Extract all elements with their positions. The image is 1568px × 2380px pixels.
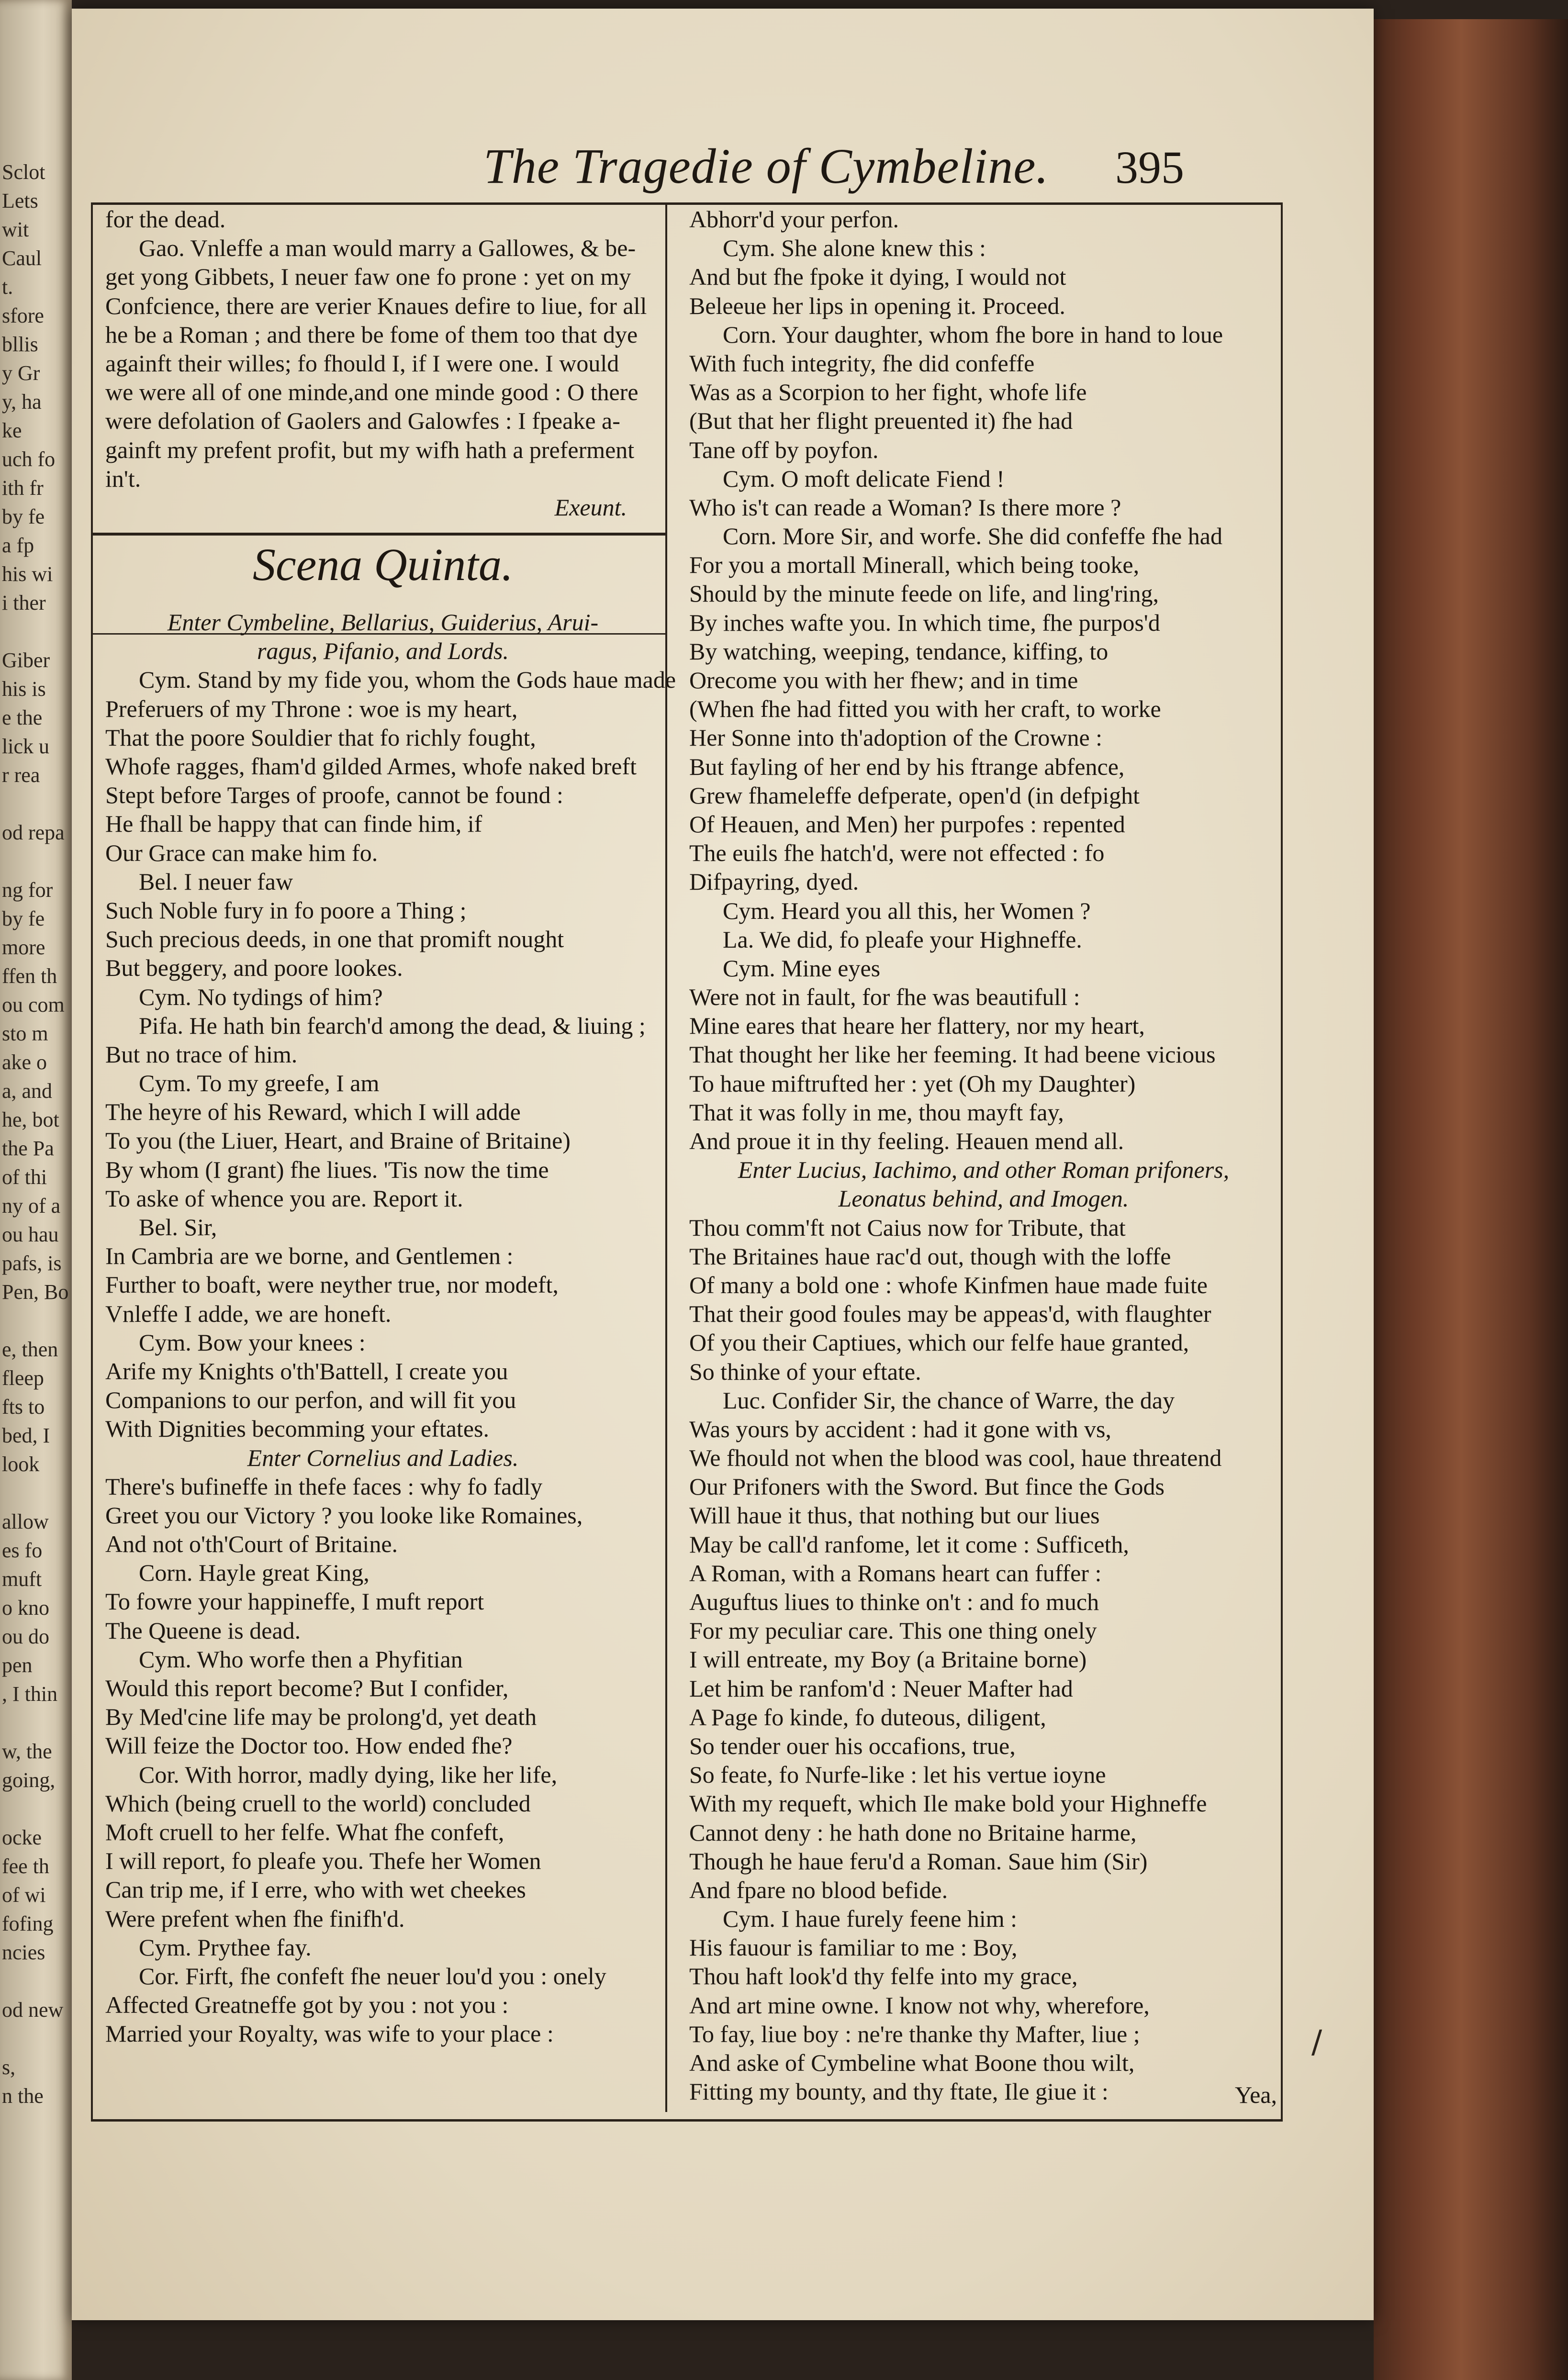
previous-page-fragment: Caul [2, 246, 42, 270]
previous-page-fragment: fee th [2, 1855, 49, 1878]
text-line: Difpayring, dyed. [689, 868, 859, 895]
text-line: Can trip me, if I erre, who with wet cheekes [105, 1876, 526, 1903]
text-line: get yong Gibbets, I neuer faw one fo prone : yet on my [105, 263, 631, 291]
text-line: So thinke of your eftate. [689, 1358, 921, 1385]
previous-page-fragment: ng for [2, 878, 53, 902]
text-line: By Med'cine life may be prolong'd, yet death [105, 1703, 537, 1731]
text-line: Though he haue feru'd a Roman. Saue him (Sir) [689, 1847, 1148, 1875]
text-line: Cor. With horror, madly dying, like her life, [139, 1761, 558, 1788]
text-line: Will haue it thus, that nothing but our liues [689, 1502, 1100, 1529]
text-line: To fay, liue boy : ne're thanke thy Mafter, liue ; [689, 2020, 1140, 2047]
text-line: Auguftus liues to thinke on't : and fo much [689, 1588, 1099, 1615]
text-line: And not o'th'Court of Britaine. [105, 1531, 398, 1558]
previous-page-fragment: wit [2, 218, 29, 241]
text-line: I will entreate, my Boy (a Britaine borne) [689, 1646, 1087, 1673]
text-line: A Page fo kinde, fo duteous, diligent, [689, 1703, 1046, 1731]
previous-page-fragment: he, bot [2, 1108, 59, 1131]
previous-page-fragment: sto m [2, 1022, 48, 1045]
text-line: But fayling of her end by his ftrange abfence, [689, 753, 1125, 780]
text-line: Companions to our perfon, and will fit you [105, 1386, 516, 1414]
previous-page-fragment: t. [2, 275, 13, 299]
text-line: Mine eares that heare her flattery, nor my heart, [689, 1012, 1145, 1039]
text-line: Who is't can reade a Woman? Is there more ? [689, 493, 1121, 521]
text-line: And fpare no blood befide. [689, 1876, 948, 1903]
text-line: The Britaines haue rac'd out, though with the loffe [689, 1242, 1171, 1270]
text-line: Corn. Hayle great King, [139, 1559, 370, 1587]
text-line: He fhall be happy that can finde him, if [105, 810, 482, 838]
text-line: he be a Roman ; and there be fome of them too that dye [105, 321, 638, 348]
previous-page-fragment: by fe [2, 505, 45, 528]
previous-page-fragment: of thi [2, 1165, 47, 1189]
previous-page-fragment: Sclot [2, 160, 45, 184]
right-frame-rule [1281, 202, 1283, 2122]
text-line: Cym. Heard you all this, her Women ? [723, 897, 1091, 924]
text-line: againft their willes; fo fhould I, if I were one. I would [105, 349, 619, 377]
text-line: Was as a Scorpion to her fight, whofe life [689, 379, 1087, 406]
previous-page-fragment: his wi [2, 562, 53, 586]
previous-page-fragment: ake o [2, 1050, 47, 1074]
text-line: Cor. Firft, fhe confeft fhe neuer lou'd you : onely [139, 1962, 606, 1989]
previous-page-fragment: Lets [2, 189, 38, 212]
text-line: Preferuers of my Throne : woe is my heart, [105, 695, 518, 722]
text-line: Confcience, there are verier Knaues defire to liue, for all [105, 292, 647, 319]
text-line: (But that her flight preuented it) fhe had [689, 407, 1073, 435]
text-line: I will report, fo pleafe you. Thefe her Women [105, 1847, 541, 1875]
previous-page-fragment: a fp [2, 534, 34, 557]
text-line: Bel. I neuer faw [139, 868, 293, 895]
text-line: By watching, weeping, tendance, kiffing, to [689, 637, 1109, 665]
previous-page-fragment: i ther [2, 591, 46, 615]
text-line: we were all of one minde,and one minde good : O there [105, 379, 638, 406]
previous-page-fragment: fleep [2, 1366, 44, 1390]
text-line: That it was folly in me, thou mayft fay, [689, 1098, 1064, 1126]
right-column [689, 205, 1278, 2106]
text-line: There's bufineffe in thefe faces : why fo fadly [105, 1473, 543, 1500]
text-line: Would this report become? But I confider, [105, 1675, 509, 1701]
text-line: And aske of Cymbeline what Boone thou wilt, [689, 2049, 1135, 2076]
previous-page-fragment: ou do [2, 1625, 49, 1648]
text-line: By whom (I grant) fhe liues. 'Tis now the time [105, 1156, 549, 1183]
text-line: That thought her like her feeming. It had beene vicious [689, 1041, 1216, 1068]
text-line: We fhould not when the blood was cool, haue threatend [689, 1444, 1222, 1472]
previous-page-fragment: Giber [2, 648, 50, 672]
text-line: But beggery, and poore lookes. [105, 954, 403, 982]
text-line: Married your Royalty, was wife to your place : [105, 2020, 554, 2047]
previous-page-fragment: r rea [2, 763, 40, 787]
text-line: Whofe ragges, fham'd gilded Armes, whofe naked breft [105, 753, 637, 780]
bottom-rule [91, 2119, 1283, 2122]
previous-page-fragment: the Pa [2, 1137, 54, 1160]
text-line: Such Noble fury in fo poore a Thing ; [105, 896, 467, 924]
text-line: (When fhe had fitted you with her craft, to worke [689, 695, 1161, 723]
text-line: Thou haft look'd thy felfe into my grace, [689, 1963, 1078, 1990]
text-line: And but fhe fpoke it dying, I would not [689, 263, 1066, 291]
text-line: Arife my Knights o'th'Battell, I create you [105, 1357, 508, 1385]
text-line: So feate, fo Nurfe-like : let his vertue ioyne [689, 1761, 1106, 1788]
column-divider [665, 202, 667, 2112]
text-line: Our Grace can make him fo. [105, 839, 378, 866]
text-line: To you (the Liuer, Heart, and Braine of Britaine) [105, 1127, 571, 1154]
text-line: Pifa. He hath bin fearch'd among the dead, & liuing ; [139, 1012, 646, 1039]
previous-page-fragment: his is [2, 677, 46, 701]
previous-page-fragment: ffen th [2, 964, 57, 988]
previous-page-fragment: pen [2, 1654, 33, 1677]
previous-page-fragment: w, the [2, 1740, 52, 1763]
text-line: Cym. Prythee fay. [139, 1933, 312, 1961]
text-line: The euils fhe hatch'd, were not effected : fo [689, 839, 1105, 867]
previous-page-fragment: ocke [2, 1826, 42, 1849]
previous-page-fragment: es fo [2, 1539, 43, 1562]
text-line: Corn. More Sir, and worfe. She did confeffe fhe had [723, 523, 1222, 550]
text-line: were defolation of Gaolers and Galowfes : I fpeake a- [105, 407, 620, 435]
text-line: Cym. Bow your knees : [139, 1329, 366, 1356]
previous-page-fragment: uch fo [2, 447, 56, 471]
text-line: By inches wafte you. In which time, fhe purpos'd [689, 609, 1160, 636]
text-line: Beleeue her lips in opening it. Proceed. [689, 292, 1065, 319]
margin-flourish: / [1311, 2023, 1322, 2060]
previous-page-fragment: going, [2, 1768, 56, 1792]
text-line: Orecome you with her fhew; and in time [689, 667, 1078, 693]
page-number: 395 [1115, 142, 1184, 193]
stage-direction: ragus, Pifanio, and Lords. [257, 637, 509, 665]
stage-direction: Enter Lucius, Iachimo, and other Roman prifoners, [738, 1156, 1230, 1184]
text-line: Of Heauen, and Men) her purpofes : repented [689, 810, 1125, 838]
previous-page-fragment: muft [2, 1567, 42, 1591]
stage-direction: Enter Cornelius and Ladies. [247, 1444, 519, 1471]
text-line: Cym. No tydings of him? [139, 983, 383, 1010]
text-line: For you a mortall Minerall, which being tooke, [689, 551, 1140, 579]
previous-page-fragment: bllis [2, 333, 38, 356]
text-line: La. We did, fo pleafe your Highneffe. [723, 926, 1082, 953]
previous-page-fragment: ncies [2, 1941, 45, 1964]
text-line: Cannot deny : he hath done no Britaine harme, [689, 1819, 1137, 1846]
previous-page-fragment: y Gr [2, 361, 40, 385]
left-column [105, 205, 676, 2048]
text-line: Tane off by poyfon. [689, 436, 879, 463]
previous-page-fragment: by fe [2, 907, 45, 930]
previous-page-fragment: look [2, 1453, 40, 1476]
stage-direction: Leonatus behind, and Imogen. [838, 1185, 1129, 1212]
previous-page-fragment: y, ha [2, 390, 42, 413]
text-line: Abhorr'd your perfon. [689, 206, 899, 233]
text-line: Moft cruell to her felfe. What fhe confeft, [105, 1818, 504, 1845]
text-line: Cym. To my greefe, I am [139, 1070, 380, 1097]
text-line: Her Sonne into th'adoption of the Crowne : [689, 724, 1103, 751]
previous-page-fragment: , I thin [2, 1682, 58, 1706]
previous-page-fragment: ke [2, 419, 22, 442]
text-line: The heyre of his Reward, which I will adde [105, 1098, 521, 1126]
text-line: With my requeft, which Ile make bold your Highneffe [689, 1790, 1207, 1817]
text-line: And proue it in thy feeling. Heauen mend all. [689, 1128, 1124, 1154]
previous-page-fragment: fofing [2, 1912, 54, 1935]
text-line: Cym. She alone knew this : [723, 235, 986, 262]
previous-page-fragment: more [2, 936, 45, 959]
previous-page-fragment: fts to [2, 1395, 45, 1419]
previous-page-fragment: sfore [2, 304, 44, 327]
previous-page-fragment: a, and [2, 1079, 53, 1103]
text-line: Should by the minute feede on life, and ling'ring, [689, 580, 1159, 607]
previous-page-fragment: bed, I [2, 1424, 50, 1447]
text-line: Stept before Targes of proofe, cannot be found : [105, 782, 563, 809]
previous-page-fragment: Pen, Bo [2, 1280, 69, 1304]
previous-page-fragment: ou com [2, 993, 65, 1017]
text-line: Were not in fault, for fhe was beautifull : [689, 983, 1080, 1011]
previous-page-fragment: e the [2, 706, 43, 729]
book-fore-edge [1374, 19, 1568, 2380]
previous-page-fragment: e, then [2, 1338, 58, 1361]
text-line: Let him be ranfom'd : Neuer Mafter had [689, 1675, 1073, 1702]
previous-page-fragment: o kno [2, 1596, 49, 1620]
scene-title: Scena Quinta. [253, 539, 513, 591]
previous-page-fragment: od repa [2, 821, 65, 844]
text-line: With Dignities becomming your eftates. [105, 1415, 489, 1442]
text-line: for the dead. [105, 206, 226, 233]
previous-page-fragment: ny of a [2, 1194, 61, 1218]
text-line: And art mine owne. I know not why, wherefore, [689, 1991, 1150, 2019]
catchword: Yea, [1235, 2081, 1277, 2108]
running-header [72, 138, 1374, 205]
text-line: Cym. O moft delicate Fiend ! [723, 465, 1005, 492]
text-line: The Queene is dead. [105, 1617, 301, 1644]
text-line: Corn. Your daughter, whom fhe bore in hand to loue [723, 321, 1223, 348]
text-line: Affected Greatneffe got by you : not you : [105, 1991, 509, 2019]
text-line: Cym. I haue furely feene him : [723, 1905, 1018, 1933]
text-line: Thou comm'ft not Caius now for Tribute, that [689, 1214, 1126, 1241]
text-line: Gao. Vnleffe a man would marry a Gallowes, & be- [139, 235, 636, 262]
text-line: Were prefent when fhe finifh'd. [105, 1905, 405, 1932]
previous-page-fragment: ou hau [2, 1223, 59, 1246]
text-line: Which (being cruell to the world) concluded [105, 1789, 531, 1817]
text-line: May be call'd ranfome, let it come : Sufficeth, [689, 1531, 1129, 1558]
text-line: Cym. Mine eyes [723, 954, 881, 982]
previous-page-fragment: od new [2, 1998, 64, 2022]
text-line: That the poore Souldier that fo richly fought, [105, 724, 536, 751]
previous-page-fragment: of wi [2, 1883, 46, 1907]
left-frame-rule [91, 202, 93, 2122]
text-line: Luc. Confider Sir, the chance of Warre, the day [723, 1386, 1175, 1414]
previous-page-fragment: ith fr [2, 476, 44, 500]
text-line: in't. [105, 465, 141, 492]
text-line: Fitting my bounty, and thy ftate, Ile giue it : [689, 2078, 1109, 2105]
text-line: So tender ouer his occafions, true, [689, 1732, 1016, 1759]
text-line: Will feize the Doctor too. How ended fhe? [105, 1732, 513, 1759]
text-line: With fuch integrity, fhe did confeffe [689, 349, 1035, 377]
text-line: Of you their Captiues, which our felfe haue granted, [689, 1329, 1189, 1356]
text-line: Of many a bold one : whofe Kinfmen haue made fuite [689, 1271, 1208, 1298]
previous-page-fragment: pafs, is [2, 1251, 62, 1275]
running-title: The Tragedie of Cymbeline. [483, 139, 1049, 194]
text-line: But no trace of him. [105, 1040, 298, 1068]
text-line: For my peculiar care. This one thing onely [689, 1617, 1097, 1644]
text-line: Grew fhameleffe defperate, open'd (in defpight [689, 782, 1140, 809]
text-line: Cym. Stand by my fide you, whom the Gods haue made [139, 666, 676, 693]
previous-page-fragment: s, [2, 2056, 16, 2079]
text-line: Bel. Sir, [139, 1214, 217, 1240]
text-line: To haue miftrufted her : yet (Oh my Daughter) [689, 1070, 1136, 1097]
text-line: Further to boaft, were neyther true, nor modeft, [105, 1271, 559, 1298]
text-line: To aske of whence you are. Report it. [105, 1184, 463, 1212]
previous-page-edge [0, 0, 72, 2380]
previous-page-fragment: allow [2, 1510, 49, 1533]
text-line: A Roman, with a Romans heart can fuffer : [689, 1559, 1102, 1587]
text-line: Greet you our Victory ? you looke like Romaines, [105, 1501, 583, 1529]
text-line: Was yours by accident : had it gone with vs, [689, 1415, 1111, 1442]
text-line: Vnleffe I adde, we are honeft. [105, 1300, 392, 1327]
text-line: That their good foules may be appeas'd, with flaughter [689, 1300, 1211, 1328]
previous-page-fragment: lick u [2, 735, 49, 758]
stage-direction: Enter Cymbeline, Bellarius, Guiderius, Arui- [167, 609, 599, 636]
text-line: Such precious deeds, in one that promift nought [105, 926, 564, 953]
text-line: Cym. Who worfe then a Phyfitian [139, 1645, 463, 1673]
exit-direction: Exeunt. [554, 493, 627, 521]
text-line: Our Prifoners with the Sword. But fince the Gods [689, 1473, 1165, 1500]
text-line: His fauour is familiar to me : Boy, [689, 1934, 1018, 1961]
text-line: In Cambria are we borne, and Gentlemen : [105, 1242, 514, 1270]
text-line: gainft my prefent profit, but my wifh hath a preferment [105, 436, 635, 463]
text-line: To fowre your happineffe, I muft report [105, 1588, 484, 1615]
previous-page-fragment: n the [2, 2084, 44, 2108]
book-page [72, 9, 1374, 2320]
